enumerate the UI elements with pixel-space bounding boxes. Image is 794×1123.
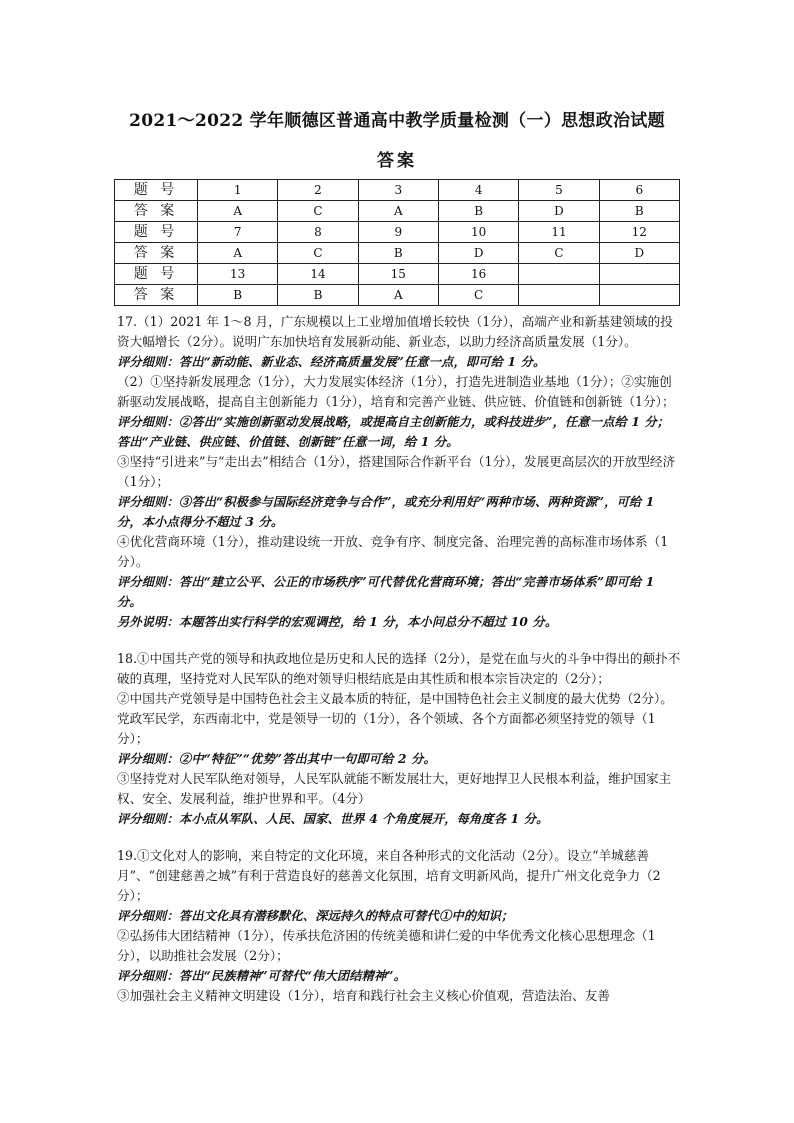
table-cell: B [278, 285, 358, 306]
table-cell [519, 264, 599, 285]
table-cell: A [198, 201, 278, 222]
table-cell: D [438, 243, 518, 264]
answer-body [117, 312, 681, 1006]
table-cell [519, 285, 599, 306]
table-cell: C [519, 243, 599, 264]
paragraph-gap [117, 632, 681, 649]
answer-paragraph: ②中国共产党领导是中国特色社会主义最本质的特征，是中国特色社会主义制度的最大优势（2分）。党政军民学，东西南北中，党是领导一切的（1分），各个领域、各个方面都必须坚持党的领导（1分）； [117, 691, 673, 746]
answer-paragraph: ③坚持党对人民军队绝对领导，人民军队就能不断发展壮大，更好地捍卫人民根本利益，维护国家主权、安全、发展利益，维护世界和平。（4分） [117, 771, 672, 806]
table-row [115, 285, 680, 306]
table-cell: 15 [358, 264, 438, 285]
table-cell: A [198, 243, 278, 264]
row-label: 答 案 [115, 243, 198, 264]
table-cell: 5 [519, 180, 599, 201]
table-cell: 3 [358, 180, 438, 201]
scoring-note: 评分细则：②答出“实施创新驱动发展战略，或提高自主创新能力，或科技进步”，任意一点给 1 分；答出“产业链、供应链、价值链、创新链”任意一词，给 1 分。 [117, 415, 670, 449]
table-cell [599, 285, 679, 306]
table-cell: C [278, 243, 358, 264]
table-cell: A [358, 285, 438, 306]
table-cell: 12 [599, 222, 679, 243]
row-label: 答 案 [115, 201, 198, 222]
answer-paragraph: ②弘扬伟大团结精神（1分），传承扶危济困的传统美德和讲仁爱的中华优秀文化核心思想理念（1分），以助推社会发展（2分）； [117, 928, 656, 963]
table-row [115, 180, 680, 201]
table-cell: B [599, 201, 679, 222]
row-label: 答 案 [115, 285, 198, 306]
row-label: 题 号 [115, 180, 198, 201]
scoring-note: 评分细则：②中“特征”“优势”答出其中一句即可给 2 分。 [117, 752, 436, 766]
table-cell: A [358, 201, 438, 222]
answer-table [114, 179, 680, 306]
table-cell: 11 [519, 222, 599, 243]
table-cell: D [519, 201, 599, 222]
answer-paragraph: ③加强社会主义精神文明建设（1分），培育和践行社会主义核心价值观，营造法治、友善 [117, 988, 610, 1003]
answer-paragraph: 19.①文化对人的影响，来自特定的文化环境，来自各种形式的文化活动（2分）。设立“羊城慈善月”、“创建慈善之城”有利于营造良好的慈善文化氛围，培育文明新风尚，提升广州文化竞争力（2分）； [117, 848, 661, 903]
document-subtitle: 答案 [377, 151, 417, 171]
scoring-note: 评分细则：答出“新动能、新业态、经济高质量发展”任意一点，即可给 1 分。 [117, 355, 546, 369]
answer-paragraph: 18.①中国共产党的领导和执政地位是历史和人民的选择（2分），是党在血与火的斗争中得出的颠扑不破的真理，坚持党对人民军队的绝对领导归根结底是由其性质和根本宗旨决定的（2分）； [117, 651, 681, 686]
table-cell: D [599, 243, 679, 264]
table-cell: 2 [278, 180, 358, 201]
table-cell: 4 [438, 180, 518, 201]
table-row [115, 264, 680, 285]
scoring-note: 评分细则：本小点从军队、人民、国家、世界 4 个角度展开，每角度各 1 分。 [117, 812, 549, 826]
answer-paragraph: ④优化营商环境（1分），推动建设统一开放、竞争有序、制度完备、治理完善的高标准市场体系（1分）。 [117, 534, 669, 569]
scoring-note: 评分细则：答出“建立公平、公正的市场秩序”可代替优化营商环境；答出“完善市场体系”即可给 1 分。 [117, 575, 655, 609]
table-cell: B [358, 243, 438, 264]
additional-note: 另外说明：本题答出实行科学的宏观调控，给 1 分，本小问总分不超过 10 分。 [117, 615, 558, 629]
table-cell: 16 [438, 264, 518, 285]
row-label: 题 号 [115, 222, 198, 243]
answer-paragraph: ③坚持“引进来”与“走出去”相结合（1分），搭建国际合作新平台（1分），发展更高层次的开放型经济（1分）； [117, 454, 676, 489]
table-cell: 13 [198, 264, 278, 285]
table-cell: 14 [278, 264, 358, 285]
table-row [115, 243, 680, 264]
scoring-note: 评分细则：答出“民族精神”可替代“伟大团结精神”。 [117, 969, 406, 983]
table-cell: B [198, 285, 278, 306]
table-cell: 1 [198, 180, 278, 201]
scoring-note: 评分细则：③答出“积极参与国际经济竞争与合作”，或充分利用好“两种市场、两种资源”，可给 1 分，本小点得分不超过 3 分。 [117, 495, 655, 529]
answer-paragraph: 17.（1）2021 年 1～8 月，广东规模以上工业增加值增长较快（1分），高端产业和新基建领域的投资大幅增长（2分）。说明广东加快培育发展新动能、新业态，以助力经济高质量发展（1分）。 [117, 314, 673, 349]
answer-paragraph: （2）①坚持新发展理念（1分），大力发展实体经济（1分），打造先进制造业基地（1分）；②实施创新驱动发展战略，提高自主创新能力（1分），培育和完善产业链、供应链、价值链和创新链（1分）； [117, 374, 675, 409]
row-label: 题 号 [115, 264, 198, 285]
document-title: 2021～2022 学年顺德区普通高中教学质量检测（一）思想政治试题 [129, 111, 665, 131]
scoring-note: 评分细则：答出文化具有潜移默化、深远持久的特点可替代①中的知识； [117, 909, 514, 923]
paragraph-gap [117, 829, 681, 846]
table-cell: 9 [358, 222, 438, 243]
table-cell [599, 264, 679, 285]
table-cell: 10 [438, 222, 518, 243]
table-cell: C [278, 201, 358, 222]
table-cell: C [438, 285, 518, 306]
table-row [115, 222, 680, 243]
table-cell: 8 [278, 222, 358, 243]
table-cell: B [438, 201, 518, 222]
table-cell: 7 [198, 222, 278, 243]
table-row [115, 201, 680, 222]
table-cell: 6 [599, 180, 679, 201]
